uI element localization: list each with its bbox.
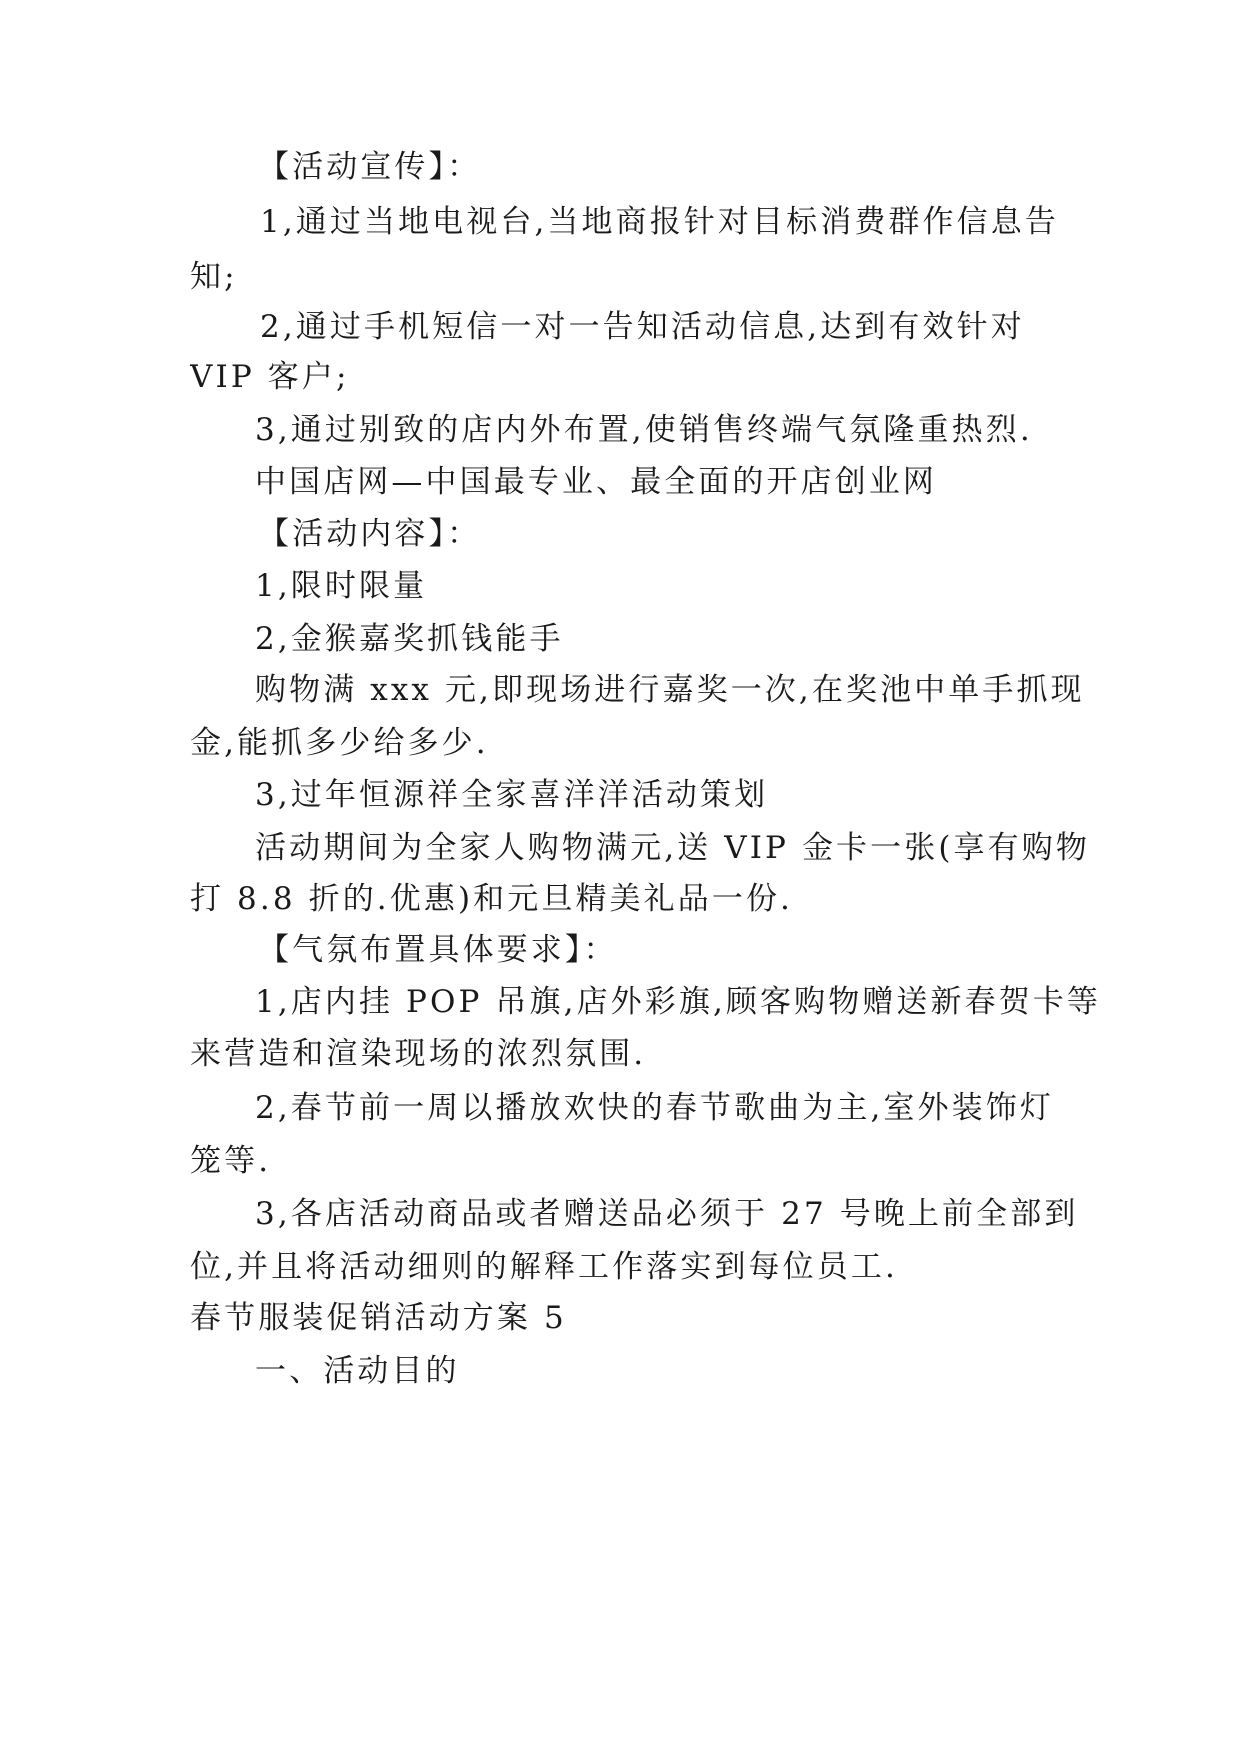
paragraph-line: 来营造和渲染现场的浓烈氛围. xyxy=(190,1036,647,1072)
paragraph-line: 知; xyxy=(190,259,238,295)
section-heading-promotion: 【活动宣传】： xyxy=(258,149,482,185)
paragraph-line: 金,能抓多少给多少. xyxy=(190,725,489,761)
paragraph-line: 3,各店活动商品或者赠送品必须于 27 号晚上前全部到 xyxy=(255,1196,1079,1232)
paragraph-line: 位,并且将活动细则的解释工作落实到每位员工. xyxy=(190,1249,898,1285)
paragraph-line: 3,通过别致的店内外布置,使销售终端气氛隆重热烈. xyxy=(255,412,1033,448)
paragraph-line: VIP 客户; xyxy=(190,359,350,395)
paragraph-line: 2,春节前一周以播放欢快的春节歌曲为主,室外装饰灯 xyxy=(255,1090,1054,1126)
section-heading-decoration: 【气氛布置具体要求】： xyxy=(258,932,618,968)
paragraph-line: 活动期间为全家人购物满元,送 VIP 金卡一张(享有购物 xyxy=(255,830,1090,866)
paragraph-line: 3,过年恒源祥全家喜洋洋活动策划 xyxy=(255,777,769,813)
paragraph-line: 1,限时限量 xyxy=(255,568,428,604)
paragraph-line: 笼等. xyxy=(190,1143,272,1179)
section-subheading: 一、活动目的 xyxy=(255,1353,460,1389)
site-note: 中国店网—中国最专业、最全面的开店创业网 xyxy=(255,464,937,500)
document-title: 春节服装促销活动方案 5 xyxy=(190,1300,567,1336)
section-heading-content: 【活动内容】： xyxy=(258,516,482,552)
paragraph-line: 2,金猴嘉奖抓钱能手 xyxy=(255,621,564,657)
paragraph-line: 1,通过当地电视台,当地商报针对目标消费群作信息告 xyxy=(260,204,1059,240)
paragraph-line: 购物满 xxx 元,即现场进行嘉奖一次,在奖池中单手抓现 xyxy=(255,672,1085,708)
paragraph-line: 1,店内挂 POP 吊旗,店外彩旗,顾客购物赠送新春贺卡等 xyxy=(255,984,1102,1020)
paragraph-line: 打 8.8 折的.优惠)和元旦精美礼品一份. xyxy=(190,881,794,917)
paragraph-line: 2,通过手机短信一对一告知活动信息,达到有效针对 xyxy=(260,309,1025,345)
